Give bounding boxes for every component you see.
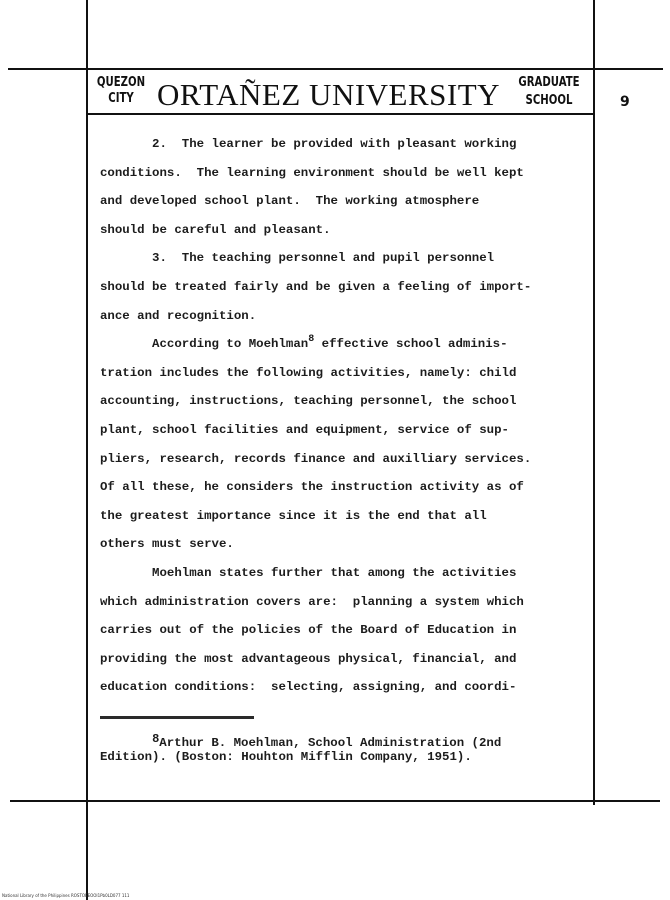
text-line-end: effective school adminis- — [314, 337, 508, 352]
footnote — [100, 732, 580, 764]
microfilm-caption: National Library of the Philippines ROSTOEEOOI1Pb0LD077 111 — [2, 893, 130, 898]
left-margin-line — [86, 0, 88, 900]
text-line: tration includes the following activities, namely: child — [100, 365, 517, 380]
footnote-rule — [100, 716, 254, 719]
header-bottom-rule — [86, 113, 595, 115]
body-text — [100, 130, 592, 702]
text-line: education conditions: selecting, assigning, and coordi- — [100, 680, 517, 695]
text-line: Moehlman states further that among the activities — [100, 565, 517, 580]
text-line: ance and recognition. — [100, 308, 257, 323]
text-line: others must serve. — [100, 537, 234, 552]
text-line: Of all these, he considers the instruction activity as of — [100, 480, 524, 495]
university-name: ORTAÑEZ UNIVERSITY — [157, 77, 501, 112]
header-city-top: QUEZON — [96, 75, 146, 90]
right-margin-line — [593, 0, 595, 805]
page-number: 9 — [620, 94, 630, 110]
text-line: the greatest importance since it is the end that all — [100, 508, 487, 523]
footnote-text-1: Arthur B. Moehlman, School Administration (2nd — [159, 736, 502, 750]
header-school-bottom: SCHOOL — [525, 93, 573, 108]
text-line: 2. The learner be provided with pleasant working — [100, 137, 517, 151]
footer-rule — [10, 800, 660, 802]
text-line-with-footnote — [100, 330, 592, 359]
footnote-line-2: Edition). (Boston: Houhton Mifflin Company, 1951). — [100, 750, 472, 764]
text-line: plant, school facilities and equipment, service of sup- — [100, 422, 509, 437]
footnote-reference: 8 — [308, 334, 315, 346]
text-line: which administration covers are: planning a system which — [100, 594, 524, 609]
text-line: should be careful and pleasant. — [100, 222, 331, 237]
header-city-bottom: CITY — [108, 91, 134, 106]
header-top-rule — [8, 68, 663, 70]
text-line: accounting, instructions, teaching personnel, the school — [100, 394, 517, 409]
text-line: pliers, research, records finance and auxilliary services. — [100, 451, 532, 466]
text-line: should be treated fairly and be given a feeling of import- — [100, 279, 532, 294]
text-line: 3. The teaching personnel and pupil personnel — [100, 251, 495, 266]
footnote-line-1 — [100, 732, 580, 750]
text-line: conditions. The learning environment should be well kept — [100, 165, 524, 180]
text-line-start: According to Moehlman — [100, 337, 309, 352]
text-line: and developed school plant. The working atmosphere — [100, 194, 480, 209]
text-line: providing the most advantageous physical, financial, and — [100, 651, 517, 666]
header-school-top: GRADUATE — [518, 75, 580, 90]
text-line: carries out of the policies of the Board of Education in — [100, 623, 517, 638]
footnote-marker: 8 — [152, 732, 160, 746]
